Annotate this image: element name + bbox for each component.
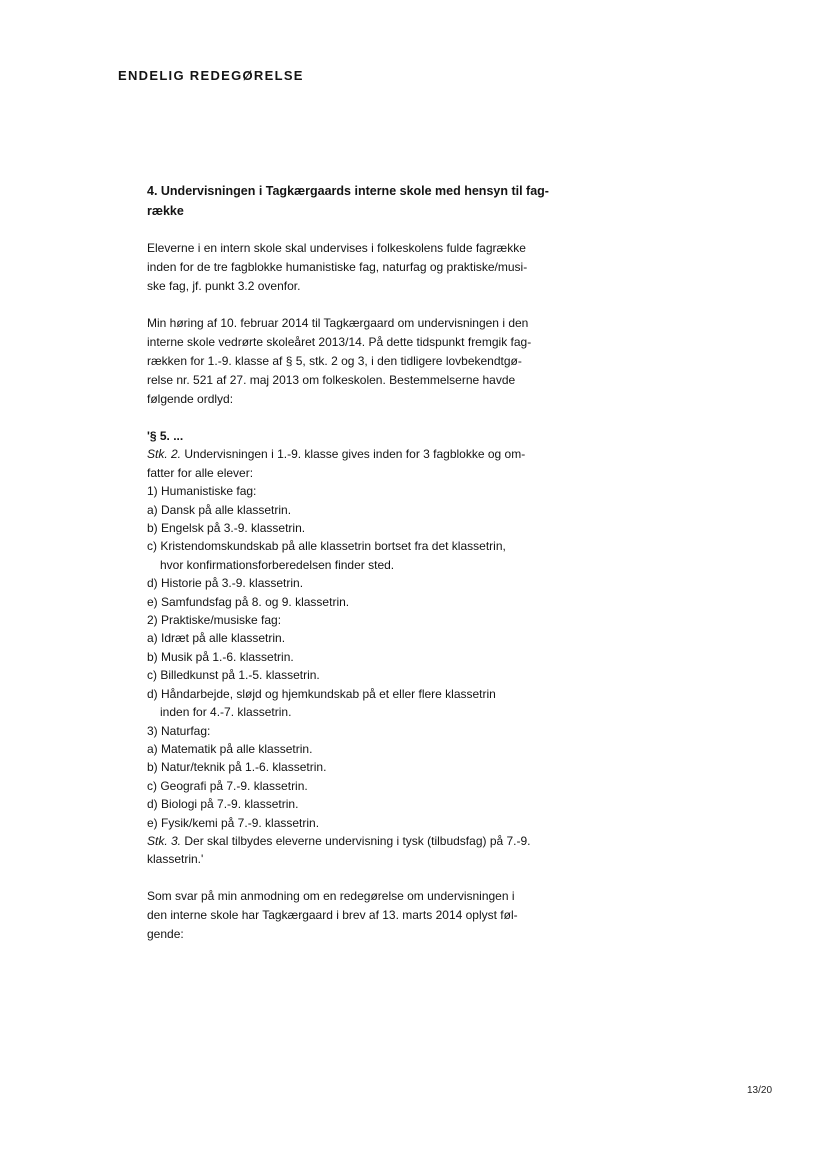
page-number: 13/20 xyxy=(747,1085,773,1096)
stk3-text: Der skal tilbydes eleverne undervisning i tysk (tilbudsfag) på 7.-9. xyxy=(181,833,531,848)
list-item-continuation: hvor konfirmationsforberedelsen finder sted. xyxy=(160,557,395,572)
list-item: b) Engelsk på 3.-9. klassetrin. xyxy=(147,521,306,536)
list-item: c) Geografi på 7.-9. klassetrin. xyxy=(147,778,308,793)
text-line: rækken for 1.-9. klasse af § 5, stk. 2 og 3, i den tidligere lovbekendtgø- xyxy=(147,354,522,368)
stk2-label: Stk. 2. xyxy=(147,447,182,462)
text-line: Eleverne i en intern skole skal undervises i folkeskolens fulde fagrække xyxy=(147,241,526,255)
list-item: d) Håndarbejde, sløjd og hjemkundskab på et eller flere klassetrin xyxy=(147,686,496,701)
text-line: Min høring af 10. februar 2014 til Tagkærgaard om undervisningen i den xyxy=(147,316,529,330)
list-item: e) Samfundsfag på 8. og 9. klassetrin. xyxy=(147,594,350,609)
text-line: Som svar på min anmodning om en redegørelse om undervisningen i xyxy=(147,888,515,903)
list-item: d) Historie på 3.-9. klassetrin. xyxy=(147,576,304,591)
list-item: c) Billedkunst på 1.-5. klassetrin. xyxy=(147,668,320,683)
list-item: b) Musik på 1.-6. klassetrin. xyxy=(147,649,294,664)
list-item-continuation: inden for 4.-7. klassetrin. xyxy=(160,705,292,720)
text-line: interne skole vedrørte skoleåret 2013/14. På dette tidspunkt fremgik fag- xyxy=(147,335,532,349)
stk2-text: Undervisningen i 1.-9. klasse gives inden for 3 fagblokke og om- xyxy=(181,447,526,462)
stk3-label: Stk. 3. xyxy=(147,833,182,848)
group-heading: 2) Praktiske/musiske fag: xyxy=(147,613,282,628)
stk2-line: fatter for alle elever: xyxy=(147,465,254,480)
document-header: ENDELIG REDEGØRELSE xyxy=(118,68,304,83)
list-item: a) Idræt på alle klassetrin. xyxy=(147,631,286,646)
list-item: b) Natur/teknik på 1.-6. klassetrin. xyxy=(147,760,327,775)
paragraph-curriculum-requirement xyxy=(147,239,587,296)
stk3-line xyxy=(147,832,587,850)
text-line: inden for de tre fagblokke humanistiske fag, naturfag og praktiske/musi- xyxy=(147,260,528,274)
text-line: den interne skole har Tagkærgaard i brev af 13. marts 2014 oplyst føl- xyxy=(147,907,518,922)
list-item: a) Matematik på alle klassetrin. xyxy=(147,741,313,756)
list-item: d) Biologi på 7.-9. klassetrin. xyxy=(147,797,299,812)
text-line: ske fag, jf. punkt 3.2 ovenfor. xyxy=(147,279,301,293)
text-line: følgende ordlyd: xyxy=(147,392,234,406)
stk2-line xyxy=(147,445,587,463)
text-line: gende: xyxy=(147,926,184,941)
section-title-line: række xyxy=(147,204,184,218)
stk3-line: klassetrin.' xyxy=(147,852,204,867)
list-item: c) Kristendomskundskab på alle klassetrin bortset fra det klassetrin, xyxy=(147,539,506,554)
list-item: e) Fysik/kemi på 7.-9. klassetrin. xyxy=(147,815,320,830)
law-quote xyxy=(147,427,587,869)
list-item: a) Dansk på alle klassetrin. xyxy=(147,502,292,517)
group-heading: 1) Humanistiske fag: xyxy=(147,484,257,499)
group-heading: 3) Naturfag: xyxy=(147,723,211,738)
text-line: relse nr. 521 af 27. maj 2013 om folkeskolen. Bestemmelserne havde xyxy=(147,373,516,387)
document-body xyxy=(147,181,587,962)
section-title xyxy=(147,181,587,221)
section-title-line: 4. Undervisningen i Tagkærgaards interne skole med hensyn til fag- xyxy=(147,184,549,198)
paragraph-hearing xyxy=(147,314,587,409)
quote-heading: '§ 5. ... xyxy=(147,429,184,443)
paragraph-response xyxy=(147,887,587,944)
